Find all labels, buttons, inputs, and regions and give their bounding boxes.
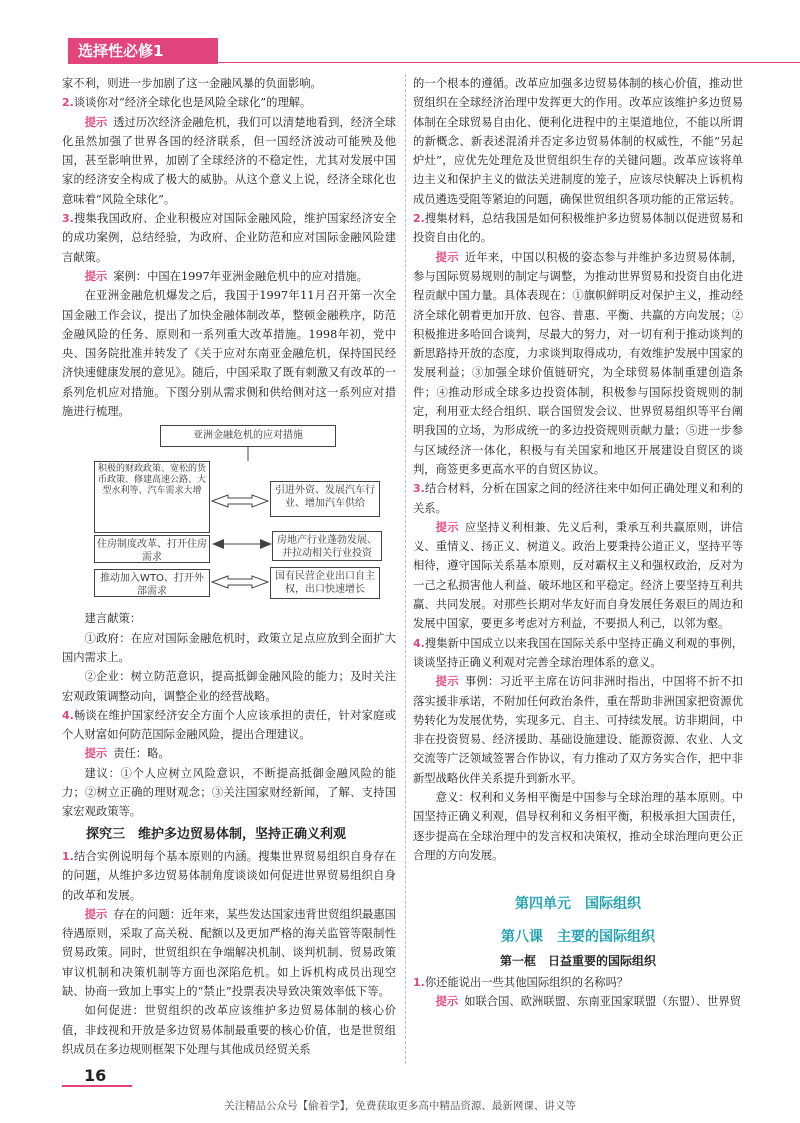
unit-heading: 第四单元 国际组织 <box>515 896 641 913</box>
column-divider <box>405 74 406 1064</box>
question-text: 搜集我国政府、企业积极应对国际金融风险，维护国家经济安全的成功案例，总结经验，为政府、企业防范和应对国际金融风险建言献策。 <box>62 212 396 264</box>
hint <box>413 248 743 480</box>
paragraph: 在亚洲金融危机爆发之后，我国于1997年11月召开第一次全国金融工作会议，提出了加快金融体制改革，整顿金融秩序，防范金融风险的任务、原则和一系列重大改革措施。1998年初，党中央、国务院批准并转发了《关于应对东南亚金融危机，保持国民经济快速健康发展的意见》。随后，中国采取了既有刺激又有改革的一系列危机应对措施。下图分别从需求侧和供给侧对这一系列应对措施进行梳理。 <box>62 289 396 419</box>
question-3 <box>62 209 396 267</box>
lesson-heading: 第八课 主要的国际组织 <box>501 929 655 946</box>
paragraph: 家不利，则进一步加剧了这一金融风暴的负面影响。 <box>62 77 322 90</box>
diagram-box-demand-1: 积极的财政政策、宽松的货币政策、修建高速公路、大型水利等、汽车需求大增 <box>94 461 210 533</box>
hint-label: 提示 <box>84 907 108 921</box>
right-column <box>413 74 743 1012</box>
diagram-box-supply-3: 国有民营企业出口自主权，出口快速增长 <box>270 567 380 599</box>
advice-item: ①政府：在应对国际金融危机时，政策立足点应放到全面扩大国内需求上。 <box>62 631 396 664</box>
question-text: 结合材料，分析在国家之间的经济往来中如何正确处理义和利的关系。 <box>413 482 743 515</box>
question-number: 4. <box>413 636 425 650</box>
diagram-title: 亚洲金融危机的应对措施 <box>160 425 336 447</box>
hint-label: 提示 <box>84 747 108 761</box>
left-column <box>62 74 396 1059</box>
hint <box>62 744 396 763</box>
question-number: 4. <box>62 708 74 722</box>
question-1 <box>413 973 743 992</box>
page-number: 16 <box>84 1066 107 1085</box>
footer-note: 关注精品公众号【偷着学】，免费获取更多高中精品资源、最新网课、讲义等 <box>224 1100 576 1112</box>
question-number: 1. <box>413 976 425 990</box>
advice-label: 建言献策： <box>84 612 142 626</box>
diagram-box-demand-2: 住房制度改革、打开住房需求 <box>94 535 210 563</box>
question-2 <box>413 209 743 248</box>
question-4 <box>413 634 743 673</box>
hint-text: 透过历次经济金融危机，我们可以清楚地看到，经济全球化虽然加强了世界各国的经济联系，但一国经济波动可能殃及他国，甚至影响世界，加剧了全球经济的不稳定性，尤其对发展中国家的经济安全构成了极大的威胁。从这个意义上说，经济全球化也意味着“风险全球化”。 <box>62 115 396 206</box>
paragraph: 建议：①个人应树立风险意识，不断提高抵御金融风险的能力；②树立正确的理财观念；③关注国家财经新闻，了解、支持国家宏观政策等。 <box>62 766 396 819</box>
paragraph: 的一个根本的遵循。改革应加强多边贸易体制的核心价值，推动世贸组织在全球经济治理中发挥更大的作用。改革应该维护多边贸易体制在全球贸易自由化、便利化进程中的主渠道地位，不能以所谓的新概念、新表述混淆并否定多边贸易体制的权威性，不能“另起炉灶”，应优先处理危及世贸组织生存的关键问题。改革应该将单边主义和保护主义的做法关进制度的笼子，应该尽快解决上诉机构成员遴选受阻等紧迫的问题，确保世贸组织各项功能的正常运转。 <box>413 77 743 206</box>
question-number: 3. <box>62 212 74 226</box>
hint-text: 如联合国、欧洲联盟、东南亚国家联盟（东盟）、世界贸 <box>464 995 741 1009</box>
hint-label: 提示 <box>435 520 459 534</box>
question-text: 搜集材料，总结我国是如何积极维护多边贸易体制以促进贸易和投资自由化的。 <box>413 212 743 245</box>
page-number-rule <box>62 1085 132 1087</box>
question-text: 谈谈你对“经济全球化也是风险全球化”的理解。 <box>73 96 312 110</box>
paragraph: 如何促进：世贸组织的改革应该维护多边贸易体制的核心价值，非歧视和开放是多边贸易体制最重要的核心价值，也是世贸组织成员在多边规则框架下处理与其他成员经贸关系 <box>62 1004 396 1056</box>
question-text: 你还能说出一些其他国际组织的名称吗？ <box>424 976 629 990</box>
section-tab: 选择性必修1 <box>68 38 218 64</box>
question-text: 搜集新中国成立以来我国在国际关系中坚持正确义利观的事例，谈谈坚持正确义利观对完善全球治理体系的意义。 <box>413 636 743 669</box>
hint <box>413 992 743 1011</box>
hint-label: 提示 <box>84 115 108 129</box>
question-3 <box>413 479 743 518</box>
hint-text: 应坚持义利相兼、先义后利，秉承互利共赢原则，讲信义、重情义、扬正义、树道义。政治上要秉持公道正义，坚持平等相待，遵守国际关系基本原则，反对霸权主义和强权政治，反对为一己之私损害他人利益、破坏地区和平稳定。经济上要坚持互利共赢、共同发展。对那些长期对华友好而自身发展任务艰巨的周边和发展中国家，要更多考虑对方利益，不要损人利己，以邻为壑。 <box>413 520 743 631</box>
question-number: 1. <box>62 849 74 863</box>
hint-label: 提示 <box>435 675 459 689</box>
hint-label: 提示 <box>84 269 108 283</box>
question-1 <box>62 847 396 905</box>
hint-text: 案例：中国在1997年亚洲金融危机中的应对措施。 <box>113 269 368 283</box>
advice-item: ②企业：树立防范意识，提高抵御金融风险的能力；及时关注宏观政策调整动向，调整企业的经营战略。 <box>62 670 396 703</box>
hint <box>62 113 396 209</box>
diagram-box-demand-3: 推动加入WTO、打开外部需求 <box>94 569 210 597</box>
question-2 <box>62 93 396 112</box>
hint <box>62 267 396 286</box>
hint-label: 提示 <box>435 250 459 264</box>
hint <box>413 518 743 634</box>
measures-diagram <box>92 425 382 605</box>
hint-text: 存在的问题：近年来，某些发达国家违背世贸组织最惠国待遇原则，采取了高关税、配额以及更加严格的海关监管等限制性贸易政策。同时，世贸组织在争端解决机制、谈判机制、贸易政策审议机制和决策机制等方面也深陷危机。如上诉机构成员出现空缺、协商一致加上事实上的“禁止”投票表决导致决策效率低下等。 <box>62 907 396 998</box>
question-number: 2. <box>413 212 425 226</box>
hint <box>413 672 743 788</box>
frame-heading: 第一框 日益重要的国际组织 <box>499 953 656 968</box>
paragraph: 意义：权利和义务相平衡是中国参与全球治理的基本原则。中国坚持正确义利观，倡导权利和义务相平衡，积极承担大国责任，逐步提高在全球治理中的发言权和决策权，推动全球治理向更公正合理的方向发展。 <box>413 790 743 862</box>
section-heading: 探究三 维护多边贸易体制，坚持正确义利观 <box>86 826 347 842</box>
hint-text: 近年来，中国以积极的姿态参与并维护多边贸易体制，参与国际贸易规则的制定与调整，为推动世界贸易和投资自由化进程贡献中国力量。具体表现在：①旗帜鲜明反对保护主义，推动经济全球化朝着更加开放、包容、普惠、平衡、共赢的方向发展；②积极推进多哈回合谈判，尽最大的努力，对一切有利于推动谈判的新思路持开放的态度，力求谈判取得成功，有效维护发展中国家的发展利益；③加强全球价值链研究，为全球贸易体制重建创造条件；④推动形成全球多边投资体制，积极参与国际投资规则的制定，利用亚太经合组织、联合国贸发会议、世界贸易组织等平台阐明我国的立场，为形成统一的多边投资规则贡献力量；⑤进一步参与区域经济一体化，积极与有关国家和地区开展建设自贸区的谈判，商签更多更高水平的自贸区协议。 <box>413 250 743 476</box>
diagram-box-supply-2: 房地产行业蓬勃发展、并拉动相关行业投资 <box>272 531 382 561</box>
hint-text: 事例：习近平主席在访问非洲时指出，中国将不折不扣落实援非承诺，不附加任何政治条件，重在帮助非洲国家把资源优势转化为发展优势，实现多元、自主、可持续发展。访非期间，中非在投资贸易、经济援助、基础设施建设、能源资源、农业、人文交流等广泛领域签署合作协议，有力推动了双方务实合作，把中非新型战略伙伴关系提升到新水平。 <box>413 675 743 785</box>
question-text: 畅谈在维护国家经济安全方面个人应该承担的责任，针对家庭或个人财富如何防范国际金融风险，提出合理建议。 <box>62 708 396 742</box>
question-text: 结合实例说明每个基本原则的内涵。搜集世界贸易组织自身存在的问题，从维护多边贸易体制角度谈谈如何促进世界贸易组织自身的改革和发展。 <box>62 849 396 902</box>
hint-label: 提示 <box>435 995 459 1009</box>
question-number: 2. <box>62 96 74 110</box>
hint-text: 责任：略。 <box>113 747 170 761</box>
header-rule <box>218 62 800 63</box>
question-4 <box>62 706 396 745</box>
diagram-box-supply-1: 引进外资、发展汽车行业、增加汽车供给 <box>270 481 380 517</box>
hint <box>62 905 396 1001</box>
question-number: 3. <box>413 482 425 496</box>
